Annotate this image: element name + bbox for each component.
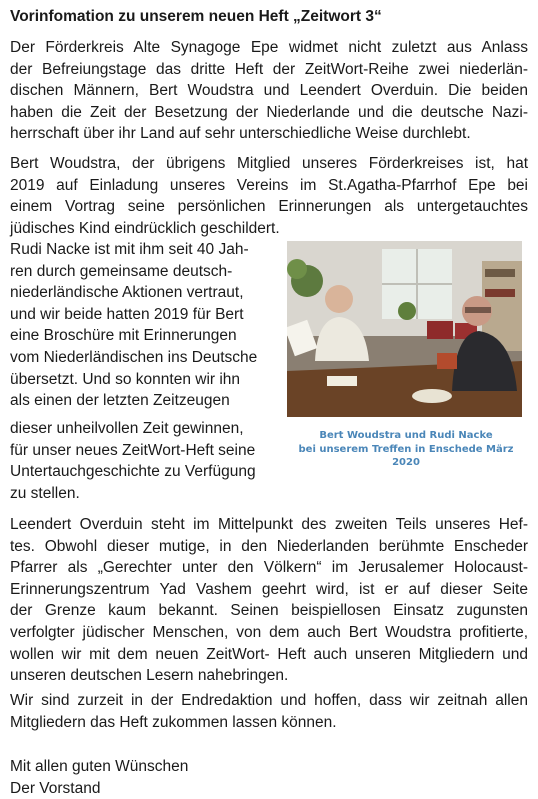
text-line: Mitgliedern das Heft zukommen lassen können. [10,713,337,731]
paragraph-intro [10,37,528,145]
text-line: unseren deutschen Lesern nahebringen. [10,667,289,685]
text-line: vom Niederländischen ins Deutsche [10,348,258,366]
caption-line: bei unserem Treffen in Enschede März [298,443,514,455]
text-line: Wir sind zurzeit in der Endredaktion und hoffen, dass wir zeitnah allen [10,692,528,709]
text-line: verfolgter jüdischer Menschen, von dem auch Bert Woudstra profitierte, [10,623,528,641]
photo-caption [290,429,522,470]
text-line: ren durch gemeinsame deutsch- [10,262,233,280]
text-line: Bert Woudstra, der übrigens Mitglied unseres Förderkreises ist, hat [10,155,528,172]
closing-greeting: Mit allen guten Wünschen [10,758,189,775]
text-line: übersetzt. Und so konnten wir ihn [10,370,241,388]
paragraph-rudi-nacke-cont [10,418,280,504]
text-line: wollen wir mit dem neuen ZeitWort- Heft auch unseren Mitgliedern und [10,645,528,663]
text-line: 2019 auf Einladung unseres Vereins im St.Agatha-Pfarrhof Epe bei [10,176,528,194]
text-line: herrschaft über ihr Land auf sehr unterschiedliche Weise durchlebt. [10,125,471,143]
text-line: für unser neues ZeitWort-Heft seine [10,441,256,459]
document-title: Vorinfomation zu unserem neuen Heft „Zeitwort 3“ [10,8,382,25]
text-line: Pfarrer als „Gerechter unter den Völkern“ im Jerusalemer Holocaust- [10,559,528,577]
text-line: Leendert Overduin steht im Mittelpunkt des zweiten Teils unseres Hef- [10,516,528,533]
closing-signature: Der Vorstand [10,779,101,797]
text-line: eine Broschüre mit Erinnerungen [10,327,237,345]
text-line: dieser unheilvollen Zeit gewinnen, [10,420,244,437]
text-line: der Grenze kaum bekannt. Seinen beispiellosen Einsatz zugunsten [10,602,528,620]
text-line: der Befreiungstage das dritte Heft der ZeitWort-Reihe zwei niederlän- [10,60,528,78]
paragraph-bert-woudstra [10,153,528,239]
text-line: Untertauchgeschichte zu Verfügung [10,463,256,481]
text-line: jüdisches Kind eindrücklich geschildert. [10,219,280,237]
text-line: Rudi Nacke ist mit ihm seit 40 Jah- [10,241,249,258]
meeting-photo [287,241,522,417]
text-line: zu stellen. [10,484,80,502]
text-line: dischen Männern, Bert Woudstra und Leendert Overduin. Die beiden [10,82,528,100]
text-line: und wir beide hatten 2019 für Bert [10,305,244,323]
text-line: Erinnerungszentrum Yad Vashem geehrt wird, ist er auf dieser Seite [10,580,528,598]
caption-line: 2020 [392,457,420,468]
paragraph-status [10,690,528,733]
text-line: niederländische Aktionen vertraut, [10,284,244,302]
text-line: als einen der letzten Zeitzeugen [10,392,230,410]
closing [10,756,528,799]
text-line: einem Vortrag seine persönlichen Erinnerungen als untergetauchtes [10,198,528,216]
paragraph-rudi-nacke [10,239,280,412]
text-line: Der Förderkreis Alte Synagoge Epe widmet nicht zuletzt aus Anlass [10,39,528,56]
paragraph-leendert-overduin [10,514,528,687]
text-line: tes. Obwohl dieser mutige, in den Niederlanden berühmte Enscheder [10,537,528,555]
text-line: haben die Zeit der Besetzung der Niederlande und die deutsche Nazi- [10,103,528,121]
caption-line: Bert Woudstra und Rudi Nacke [319,430,493,441]
